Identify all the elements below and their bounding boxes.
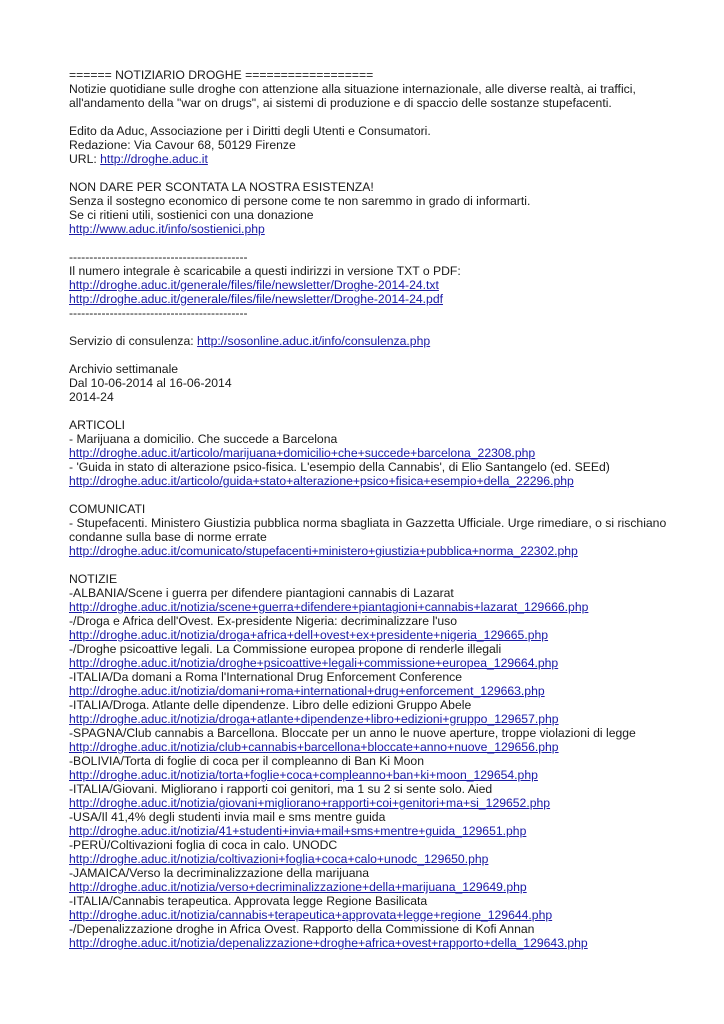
consulting-line <box>69 334 709 348</box>
news-link-line <box>69 796 709 810</box>
support-heading: NON DARE PER SCONTATA LA NOSTRA ESISTENZA! <box>69 180 374 194</box>
news-link-line <box>69 628 709 642</box>
news-title: -BOLIVIA/Torta di foglie di coca per il compleanno di Ban Ki Moon <box>69 754 424 768</box>
article-title: - 'Guida in stato di alterazione psico-fisica. L'esempio della Cannabis', di Elio Santangelo (ed. SEEd) <box>69 460 610 474</box>
news-link[interactable]: http://droghe.aduc.it/notizia/cannabis+terapeutica+approvata+legge+regione_129644.php <box>69 908 553 922</box>
archive-title: Archivio settimanale <box>69 362 179 376</box>
news-title: -USA/Il 41,4% degli studenti invia mail e sms mentre guida <box>69 810 386 824</box>
publisher-url-link[interactable]: http://droghe.aduc.it <box>100 152 208 166</box>
news-link[interactable]: http://droghe.aduc.it/notizia/depenalizzazione+droghe+africa+ovest+rapporto+della_129643.php <box>69 936 588 950</box>
news-title: -ITALIA/Droga. Atlante delle dipendenze. Libro delle edizioni Gruppo Abele <box>69 698 472 712</box>
news-link-line <box>69 684 709 698</box>
archive-issue: 2014-24 <box>69 390 114 404</box>
comunicati-heading: COMUNICATI <box>69 502 146 516</box>
news-title: -/Droga e Africa dell'Ovest. Ex-presidente Nigeria: decriminalizzare l'uso <box>69 614 458 628</box>
spacer <box>69 166 709 180</box>
news-link[interactable]: http://droghe.aduc.it/notizia/verso+decriminalizzazione+della+marijuana_129649.php <box>69 880 527 894</box>
newsletter-page <box>69 68 709 950</box>
support-text-2: Se ci ritieni utili, sostienici con una donazione <box>69 208 314 222</box>
news-title: -ITALIA/Giovani. Migliorano i rapporti coi genitori, ma 1 su 2 si sente solo. Aied <box>69 782 493 796</box>
archive-range: Dal 10-06-2014 al 16-06-2014 <box>69 376 232 390</box>
news-link-line <box>69 880 709 894</box>
news-link-line <box>69 740 709 754</box>
news-title: -/Droghe psicoattive legali. La Commissione europea propone di renderle illegali <box>69 642 502 656</box>
publisher-edited-by: Edito da Aduc, Associazione per i Diritti degli Utenti e Consumatori. <box>69 124 431 138</box>
spacer <box>69 110 709 124</box>
news-link-line <box>69 712 709 726</box>
news-title: -ITALIA/Cannabis terapeutica. Approvata legge Regione Basilicata <box>69 894 428 908</box>
separator: -------------------------------------------- <box>69 306 248 320</box>
news-link-line <box>69 852 709 866</box>
news-link[interactable]: http://droghe.aduc.it/notizia/giovani+migliorano+rapporti+coi+genitori+ma+si_129652.php <box>69 796 551 810</box>
news-link-line <box>69 600 709 614</box>
article-title: - Marijuana a domicilio. Che succede a Barcelona <box>69 432 338 446</box>
news-link[interactable]: http://droghe.aduc.it/notizia/41+studenti+invia+mail+sms+mentre+guida_129651.php <box>69 824 527 838</box>
publisher-address: Redazione: Via Cavour 68, 50129 Firenze <box>69 138 296 152</box>
news-link-line <box>69 908 709 922</box>
news-link[interactable]: http://droghe.aduc.it/notizia/club+cannabis+barcellona+bloccate+anno+nuove_129656.php <box>69 740 559 754</box>
separator: -------------------------------------------- <box>69 250 248 264</box>
publisher-url-label: URL: <box>69 152 101 166</box>
spacer <box>69 348 709 362</box>
download-pdf-line <box>69 292 709 306</box>
spacer <box>69 488 709 502</box>
spacer <box>69 320 709 334</box>
news-link[interactable]: http://droghe.aduc.it/notizia/scene+guerra+difendere+piantagioni+cannabis+lazarat_129666.php <box>69 600 589 614</box>
download-pdf-link[interactable]: http://droghe.aduc.it/generale/files/file/newsletter/Droghe-2014-24.pdf <box>69 292 443 306</box>
spacer <box>69 404 709 418</box>
news-link[interactable]: http://droghe.aduc.it/notizia/domani+roma+international+drug+enforcement_129663.php <box>69 684 545 698</box>
newsletter-intro: Notizie quotidiane sulle droghe con attenzione alla situazione internazionale, alle diverse realtà, ai traffici, all'andamento della "war on drugs", ai sistemi di produzione e di spaccio delle sostanze stupefacenti. <box>69 82 636 110</box>
news-link-line <box>69 768 709 782</box>
download-txt-line <box>69 278 709 292</box>
comunicato-link-line <box>69 544 709 558</box>
news-title: -ALBANIA/Scene i guerra per difendere piantagioni cannabis di Lazarat <box>69 586 454 600</box>
articoli-heading: ARTICOLI <box>69 418 125 432</box>
comunicato-title: - Stupefacenti. Ministero Giustizia pubblica norma sbagliata in Gazzetta Ufficiale. Urge rimediare, o si rischiano condanne sulla base di norme errate <box>69 516 667 544</box>
news-link-line <box>69 936 709 950</box>
news-link[interactable]: http://droghe.aduc.it/notizia/droga+africa+dell+ovest+ex+presidente+nigeria_129665.php <box>69 628 549 642</box>
newsletter-title: ====== NOTIZIARIO DROGHE ================== <box>69 68 374 82</box>
support-line <box>69 222 709 236</box>
news-link[interactable]: http://droghe.aduc.it/notizia/droga+atlante+dipendenze+libro+edizioni+gruppo_129657.php <box>69 712 559 726</box>
news-link-line <box>69 824 709 838</box>
support-link[interactable]: http://www.aduc.it/info/sostienici.php <box>69 222 265 236</box>
download-text: Il numero integrale è scaricabile a questi indirizzi in versione TXT o PDF: <box>69 264 461 278</box>
article-link-line <box>69 474 709 488</box>
news-link[interactable]: http://droghe.aduc.it/notizia/droghe+psicoattive+legali+commissione+europea_129664.php <box>69 656 559 670</box>
support-text-1: Senza il sostegno economico di persone come te non saremmo in grado di informarti. <box>69 194 531 208</box>
article-link-line <box>69 446 709 460</box>
download-txt-link[interactable]: http://droghe.aduc.it/generale/files/file/newsletter/Droghe-2014-24.txt <box>69 278 439 292</box>
spacer <box>69 236 709 250</box>
notizie-list <box>69 586 709 950</box>
consulting-label: Servizio di consulenza: <box>69 334 198 348</box>
article-link[interactable]: http://droghe.aduc.it/articolo/guida+stato+alterazione+psico+fisica+esempio+della_22296.php <box>69 474 574 488</box>
comunicato-link[interactable]: http://droghe.aduc.it/comunicato/stupefacenti+ministero+giustizia+pubblica+norma_22302.php <box>69 544 578 558</box>
article-link[interactable]: http://droghe.aduc.it/articolo/marijuana+domicilio+che+succede+barcelona_22308.php <box>69 446 536 460</box>
news-title: -/Depenalizzazione droghe in Africa Ovest. Rapporto della Commissione di Kofi Annan <box>69 922 535 936</box>
spacer <box>69 558 709 572</box>
publisher-url-line <box>69 152 709 166</box>
notizie-heading: NOTIZIE <box>69 572 118 586</box>
consulting-link[interactable]: http://sosonline.aduc.it/info/consulenza.php <box>197 334 431 348</box>
news-link[interactable]: http://droghe.aduc.it/notizia/coltivazioni+foglia+coca+calo+unodc_129650.php <box>69 852 489 866</box>
news-link-line <box>69 656 709 670</box>
news-link[interactable]: http://droghe.aduc.it/notizia/torta+foglie+coca+compleanno+ban+ki+moon_129654.php <box>69 768 538 782</box>
news-title: -ITALIA/Da domani a Roma l'International Drug Enforcement Conference <box>69 670 462 684</box>
news-title: -JAMAICA/Verso la decriminalizzazione della marijuana <box>69 866 370 880</box>
news-title: -PERÙ/Coltivazioni foglia di coca in calo. UNODC <box>69 838 338 852</box>
news-title: -SPAGNA/Club cannabis a Barcellona. Bloccate per un anno le nuove aperture, troppe violazioni di legge <box>69 726 636 740</box>
